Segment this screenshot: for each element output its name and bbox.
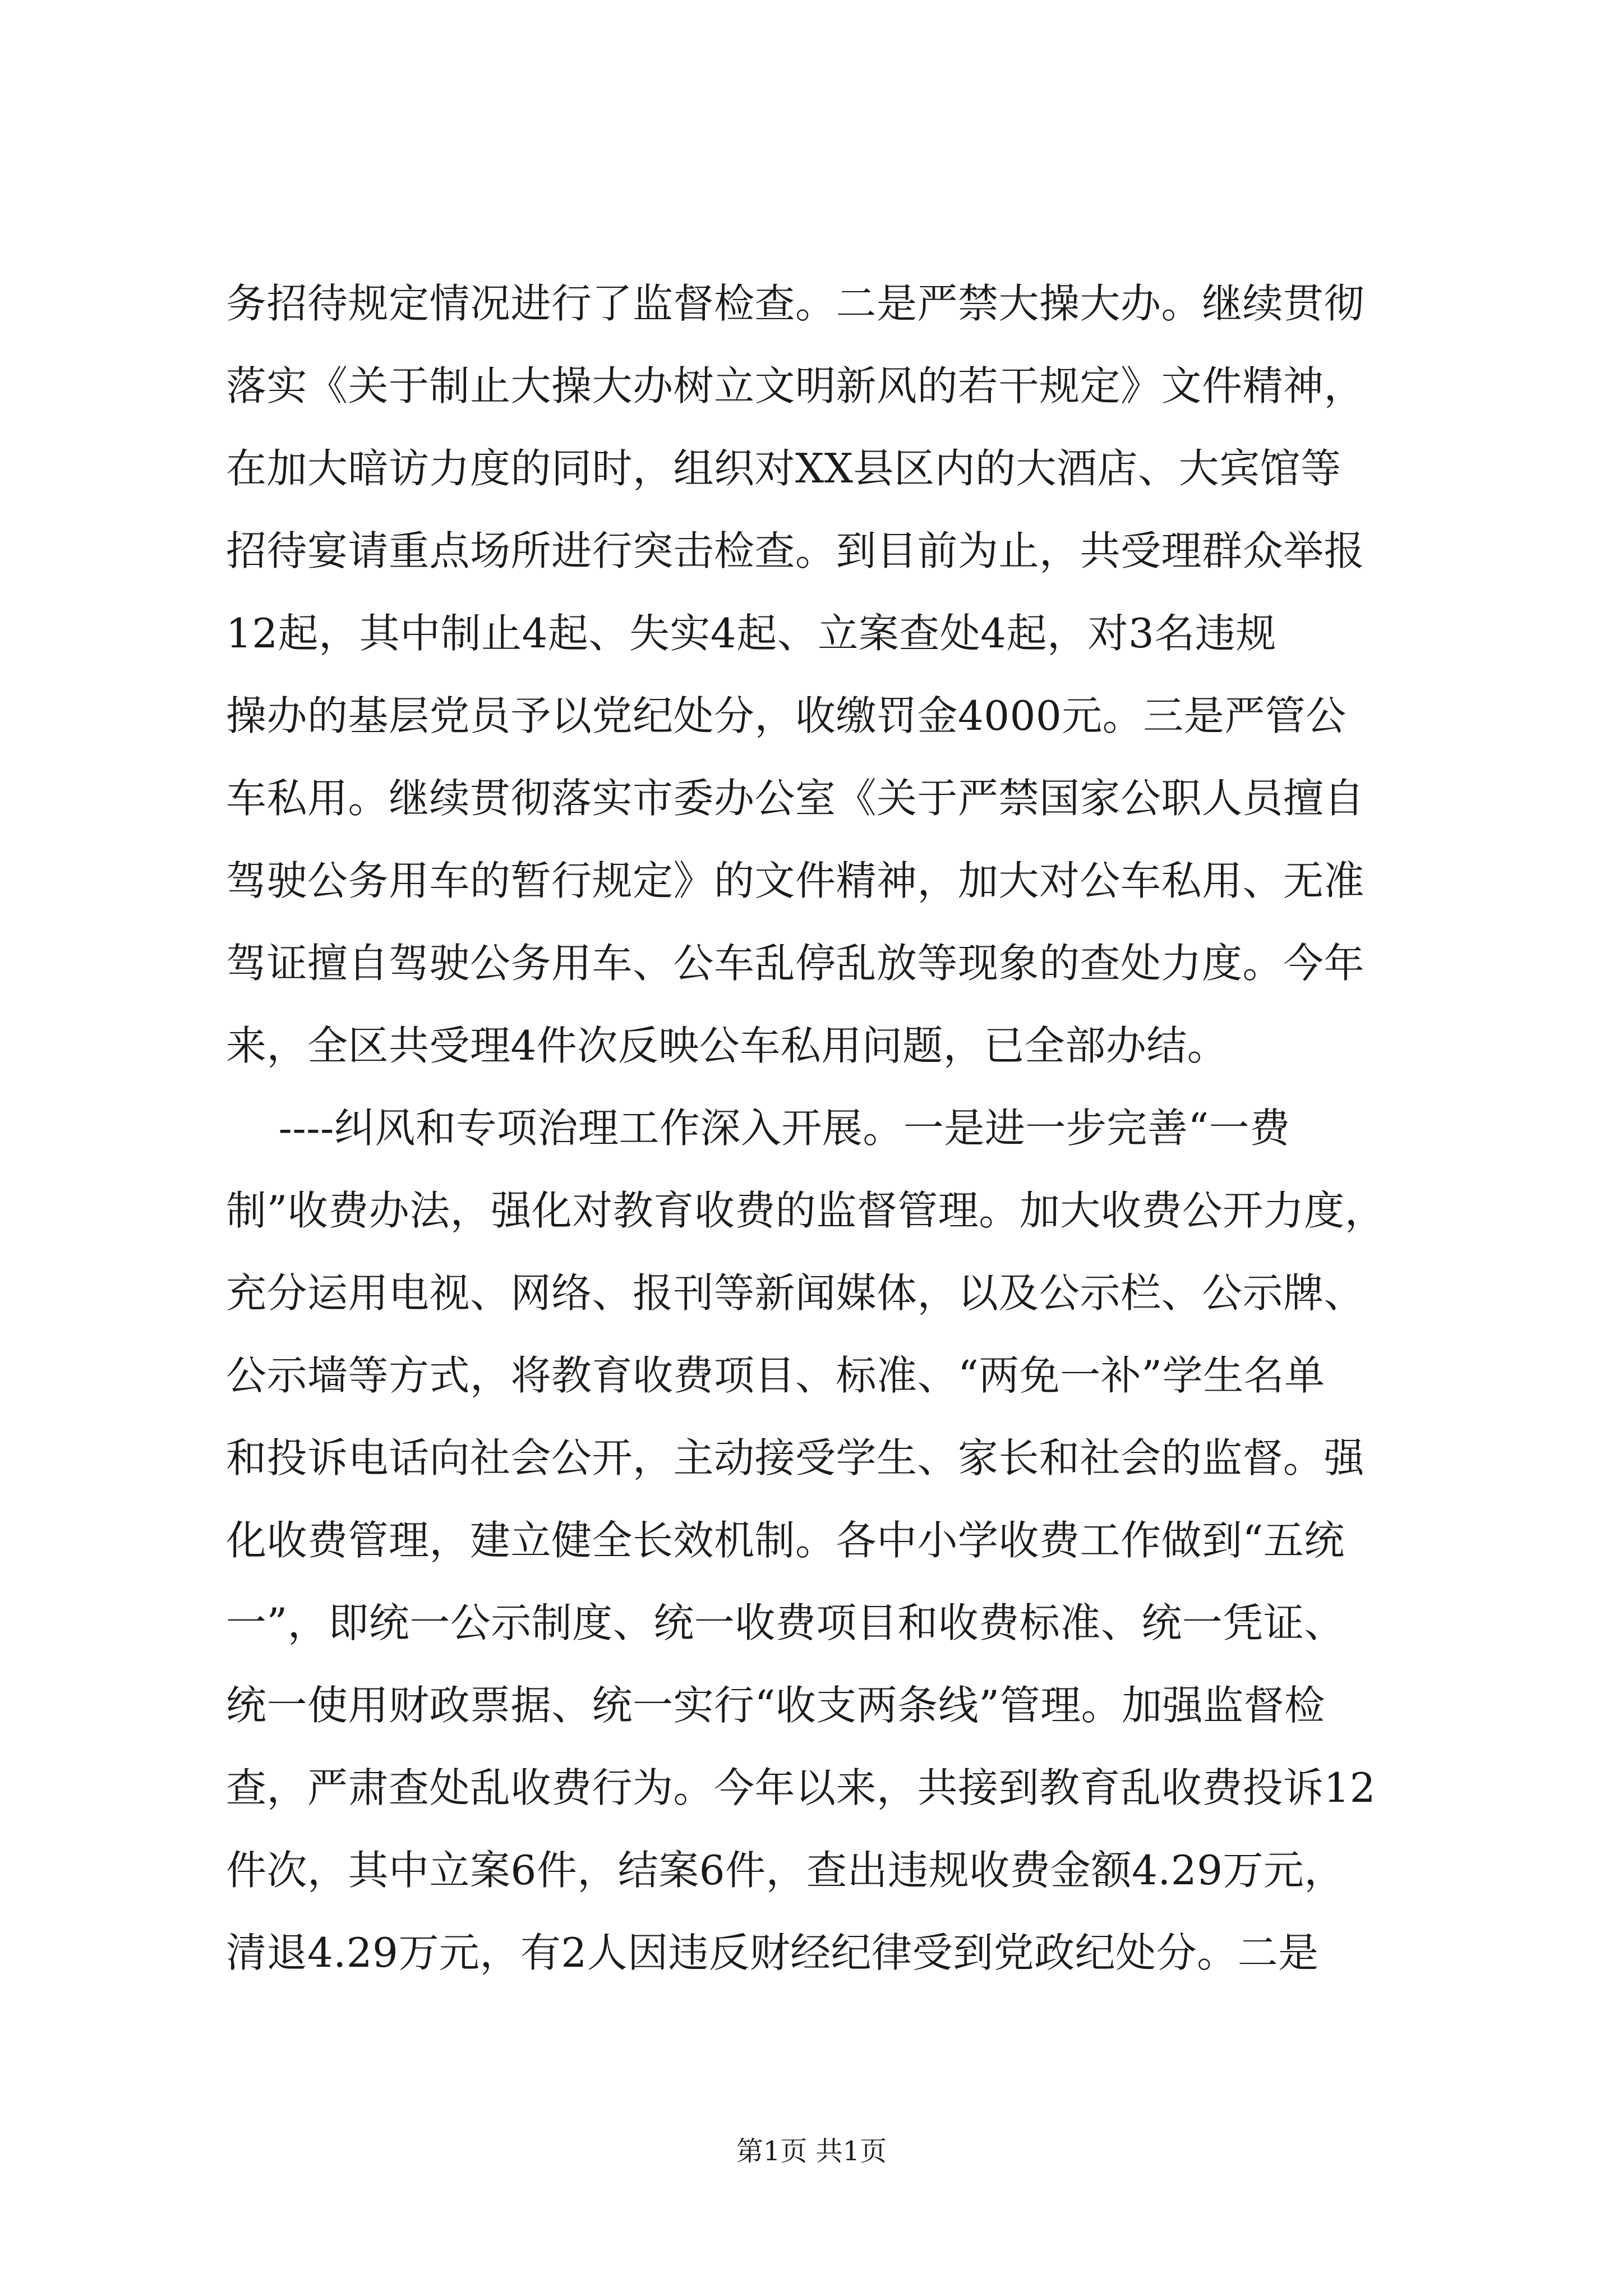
text-line: 落实《关于制止大操大办树立文明新风的若干规定》文件精神， <box>226 362 1365 409</box>
text-line: 车私用。继续贯彻落实市委办公室《关于严禁国家公职人员擅自 <box>226 775 1365 822</box>
text-line: 公示墙等方式，将教育收费项目、标准、“两免一补”学生名单 <box>226 1352 1325 1399</box>
text-line: 驾驶公务用车的暂行规定》的文件精神，加大对公车私用、无准 <box>226 857 1365 904</box>
text-line: 件次，其中立案6件，结案6件，查出违规收费金额4.29万元， <box>226 1847 1345 1894</box>
text-line: 和投诉电话向社会公开，主动接受学生、家长和社会的监督。强 <box>226 1434 1365 1481</box>
text-line: 清退4.29万元，有2人因违反财经纪律受到党政纪处分。二是 <box>226 1929 1319 1976</box>
text-line: ----纠风和专项治理工作深入开展。一是进一步完善“一费 <box>226 1105 1290 1152</box>
text-line: 来，全区共受理4件次反映公车私用问题，已全部办结。 <box>226 1022 1228 1069</box>
text-line: 在加大暗访力度的同时，组织对XX县区内的大酒店、大宾馆等 <box>226 445 1341 492</box>
text-line: 化收费管理，建立健全长效机制。各中小学收费工作做到“五统 <box>226 1517 1345 1564</box>
text-line: 制”收费办法，强化对教育收费的监督管理。加大收费公开力度， <box>226 1187 1386 1234</box>
page-footer: 第1页 共1页 <box>736 2136 887 2167</box>
text-line: 一”，即统一公示制度、统一收费项目和收费标准、统一凭证、 <box>226 1599 1345 1646</box>
text-line: 查，严肃查处乱收费行为。今年以来，共接到教育乱收费投诉12 <box>226 1764 1376 1811</box>
text-line: 操办的基层党员予以党纪处分，收缴罚金4000元。三是严管公 <box>226 692 1347 739</box>
text-line: 12起，其中制止4起、失实4起、立案查处4起，对3名违规 <box>226 610 1276 657</box>
text-line: 驾证擅自驾驶公务用车、公车乱停乱放等现象的查处力度。今年 <box>226 940 1365 987</box>
body-text <box>226 263 1404 1994</box>
text-line: 统一使用财政票据、统一实行“收支两条线”管理。加强监督检 <box>226 1682 1325 1729</box>
text-line: 招待宴请重点场所进行突击检查。到目前为止，共受理群众举报 <box>226 527 1365 574</box>
text-line: 充分运用电视、网络、报刊等新闻媒体，以及公示栏、公示牌、 <box>226 1269 1365 1317</box>
text-line: 务招待规定情况进行了监督检查。二是严禁大操大办。继续贯彻 <box>226 280 1365 327</box>
